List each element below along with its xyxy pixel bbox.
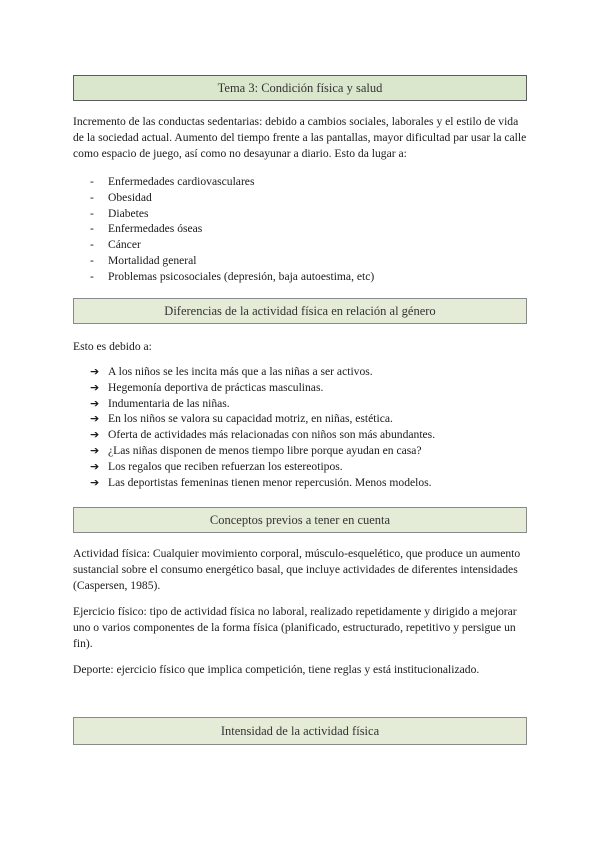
def-actividad-fisica: Actividad física: Cualquier movimiento corporal, músculo-esquelético, que produce un aumento sustancial sobre el consumo energético basal, que incluye actividades de diferentes intensidades (Caspersen, 1985). — [73, 547, 521, 592]
arrow-icon: ➔ — [90, 365, 100, 378]
list-item: - Enfermedades óseas — [90, 221, 374, 237]
list-item: - Cáncer — [90, 237, 374, 253]
list-item: - Problemas psicosociales (depresión, baja autoestima, etc) — [90, 269, 374, 285]
def-ejercicio-fisico: Ejercicio físico: tipo de actividad física no laboral, realizado repetidamente y dirigido a mejorar uno o varios componentes de la forma física (planificado, estructurado, repetitivo y persigue un fin). — [73, 605, 517, 650]
list-item — [90, 475, 435, 491]
health-consequences-list — [90, 174, 374, 285]
arrow-icon: ➔ — [90, 412, 100, 426]
heading-intensidad: Intensidad de la actividad física — [73, 717, 527, 745]
list-item: - Obesidad — [90, 190, 374, 206]
genero-intro: Esto es debido a: — [73, 340, 152, 353]
heading-conceptos: Conceptos previos a tener en cuenta — [73, 507, 527, 533]
list-item-text: ¿Las niñas disponen de menos tiempo libre porque ayudan en casa? — [108, 443, 422, 457]
list-item — [90, 443, 435, 459]
list-item: - Mortalidad general — [90, 253, 374, 269]
list-item — [90, 380, 435, 396]
list-item-text: Los regalos que reciben refuerzan los estereotipos. — [108, 459, 343, 473]
list-item: - Diabetes — [90, 206, 374, 222]
arrow-icon: ➔ — [90, 475, 100, 489]
arrow-icon: ➔ — [90, 380, 100, 394]
list-item-text: Hegemonía deportiva de prácticas masculinas. — [108, 380, 324, 394]
list-item — [90, 411, 435, 427]
arrow-icon: ➔ — [90, 396, 100, 410]
list-item-text: Oferta de actividades más relacionadas con niños son más abundantes. — [108, 428, 436, 442]
gender-reasons-list — [90, 364, 435, 490]
list-item — [90, 459, 435, 475]
list-item-text: Las deportistas femeninas tienen menor repercusión. Menos modelos. — [108, 475, 432, 489]
heading-tema-3: Tema 3: Condición física y salud — [73, 75, 527, 101]
list-item-text: Indumentaria de las niñas. — [108, 396, 230, 410]
list-item — [90, 364, 435, 380]
arrow-icon: ➔ — [90, 459, 100, 473]
list-item-text: A los niños se les incita más que a las niñas a ser activos. — [108, 365, 373, 378]
list-item — [90, 427, 435, 443]
arrow-icon: ➔ — [90, 443, 100, 457]
list-item: - Enfermedades cardiovasculares — [90, 174, 374, 190]
def-deporte: Deporte: ejercicio físico que implica competición, tiene reglas y está institucionalizado. — [73, 663, 480, 676]
heading-genero: Diferencias de la actividad física en relación al género — [73, 298, 527, 324]
arrow-icon: ➔ — [90, 428, 100, 442]
intro-paragraph: Incremento de las conductas sedentarias: debido a cambios sociales, laborales y el estilo de vida de la sociedad actual. Aumento del tiempo frente a las pantallas, mayor dificultad par usar la calle como espacio de juego, así como no desayunar a diario. Esto da lugar a: — [73, 115, 527, 160]
list-item-text: En los niños se valora su capacidad motriz, en niñas, estética. — [108, 412, 393, 426]
list-item — [90, 396, 435, 412]
